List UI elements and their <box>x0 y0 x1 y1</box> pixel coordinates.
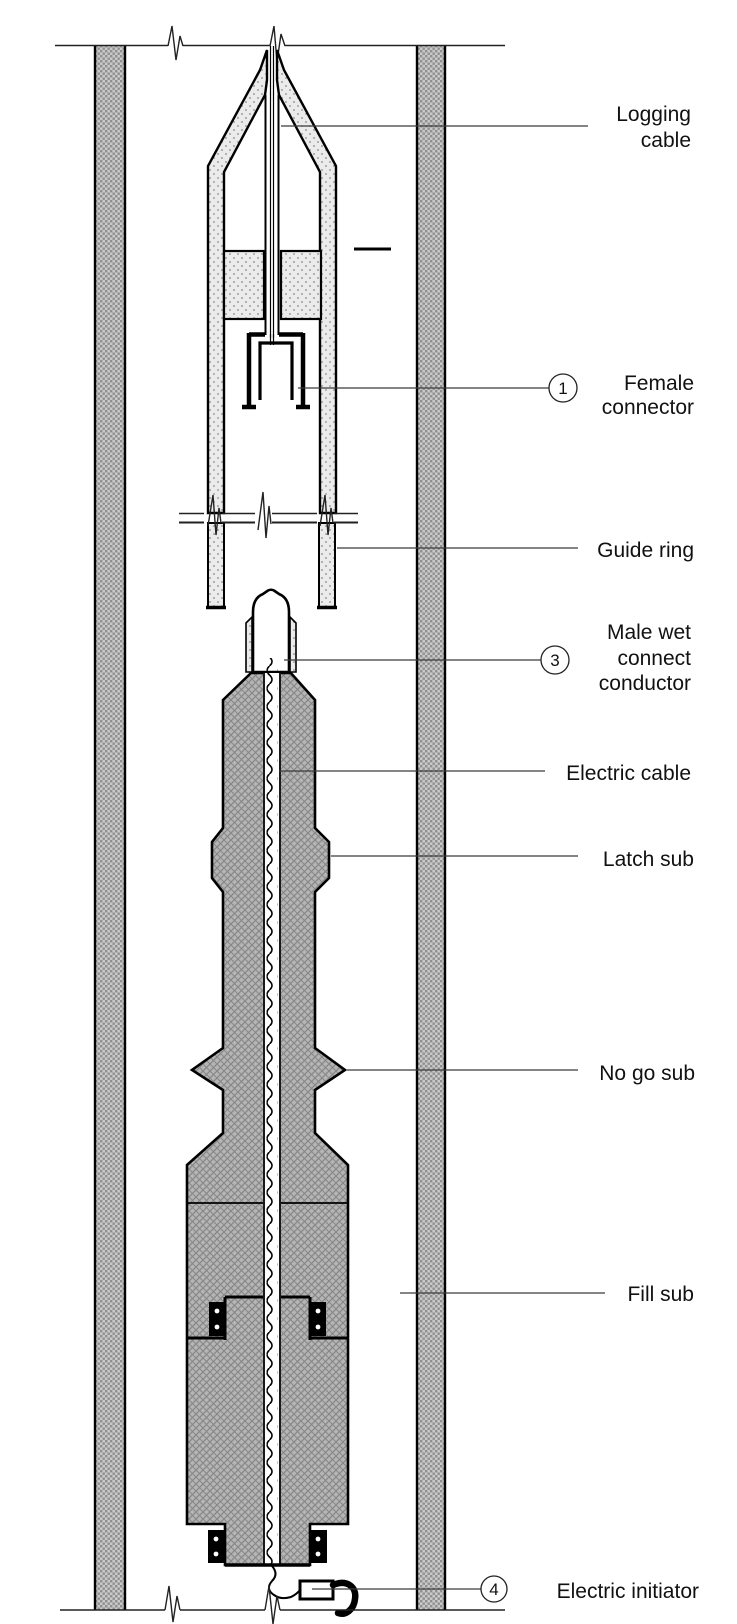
label-female-connector: Female <box>623 372 694 395</box>
o-ring-seal <box>208 1530 225 1563</box>
label-logging-cable: Logging <box>616 103 691 126</box>
label-electric-initiator: Electric initiator <box>556 1580 699 1603</box>
initiator-lead-hook <box>333 1583 355 1614</box>
break-mark <box>168 26 183 60</box>
label-guide-ring: Guide ring <box>597 539 694 562</box>
casing-left <box>95 46 125 1610</box>
electric-cable-wave <box>267 658 278 1565</box>
o-ring-dot <box>316 1325 321 1330</box>
o-ring-seal <box>209 1302 225 1336</box>
break-mark <box>165 1586 180 1622</box>
o-ring-dot <box>214 1552 219 1557</box>
label-electric-cable: Electric cable <box>566 762 691 785</box>
initiator-wire <box>269 1566 300 1598</box>
seal-stack-lower-left <box>208 1530 225 1563</box>
callout-male-wet-connect <box>284 621 691 695</box>
seal-stack-lower-right <box>310 1530 327 1563</box>
callout-female-connector <box>298 372 694 419</box>
break-mark <box>265 1586 280 1624</box>
logging-cable-line <box>271 46 274 338</box>
funnel-shelf-right <box>281 251 321 319</box>
callout-no-go-sub <box>347 1062 695 1085</box>
electric-initiator-assembly <box>269 1566 355 1614</box>
callout-electric-cable <box>279 762 691 785</box>
label-logging-cable: cable <box>640 129 691 152</box>
male-tool-string <box>187 590 355 1614</box>
o-ring-dot <box>214 1537 219 1542</box>
seal-stack-upper-right <box>310 1302 326 1336</box>
callout-number: 1 <box>558 379 568 398</box>
callout-number: 3 <box>550 651 560 670</box>
o-ring-seal <box>310 1530 327 1563</box>
callout-electric-initiator <box>312 1576 699 1603</box>
label-latch-sub: Latch sub <box>602 848 694 871</box>
nose-collar-left <box>246 617 252 672</box>
initiator-body <box>300 1581 333 1599</box>
label-male-wet-connect: conductor <box>598 672 691 695</box>
o-ring-dot <box>316 1309 321 1314</box>
label-no-go-sub: No go sub <box>599 1062 695 1085</box>
label-fill-sub: Fill sub <box>627 1283 694 1306</box>
guide-ring-leg-right <box>319 523 335 607</box>
logging-head <box>179 46 358 608</box>
casing-right-body <box>417 46 445 1610</box>
o-ring-dot <box>316 1552 321 1557</box>
callout-logging-cable <box>281 103 691 152</box>
o-ring-dot <box>215 1325 220 1330</box>
fork-inner-outline <box>260 343 292 400</box>
callout-number: 4 <box>489 1580 499 1599</box>
callout-guide-ring <box>337 539 694 562</box>
o-ring-seal <box>310 1302 326 1336</box>
label-female-connector: connector <box>601 396 694 419</box>
o-ring-dot <box>316 1537 321 1542</box>
female-connector-fork <box>242 333 310 407</box>
break-mark <box>258 492 271 538</box>
label-male-wet-connect: Male wet <box>606 621 691 644</box>
guide-ring-leg-left <box>208 523 224 607</box>
callout-latch-sub <box>331 848 694 871</box>
label-male-wet-connect: connect <box>617 647 691 670</box>
funnel-shelf-left <box>224 251 264 319</box>
o-ring-dot <box>215 1309 220 1314</box>
casing-left-body <box>95 46 125 1610</box>
seal-stack-upper-left <box>209 1302 225 1336</box>
nose-collar-right <box>290 617 296 672</box>
casing-right <box>417 46 445 1610</box>
